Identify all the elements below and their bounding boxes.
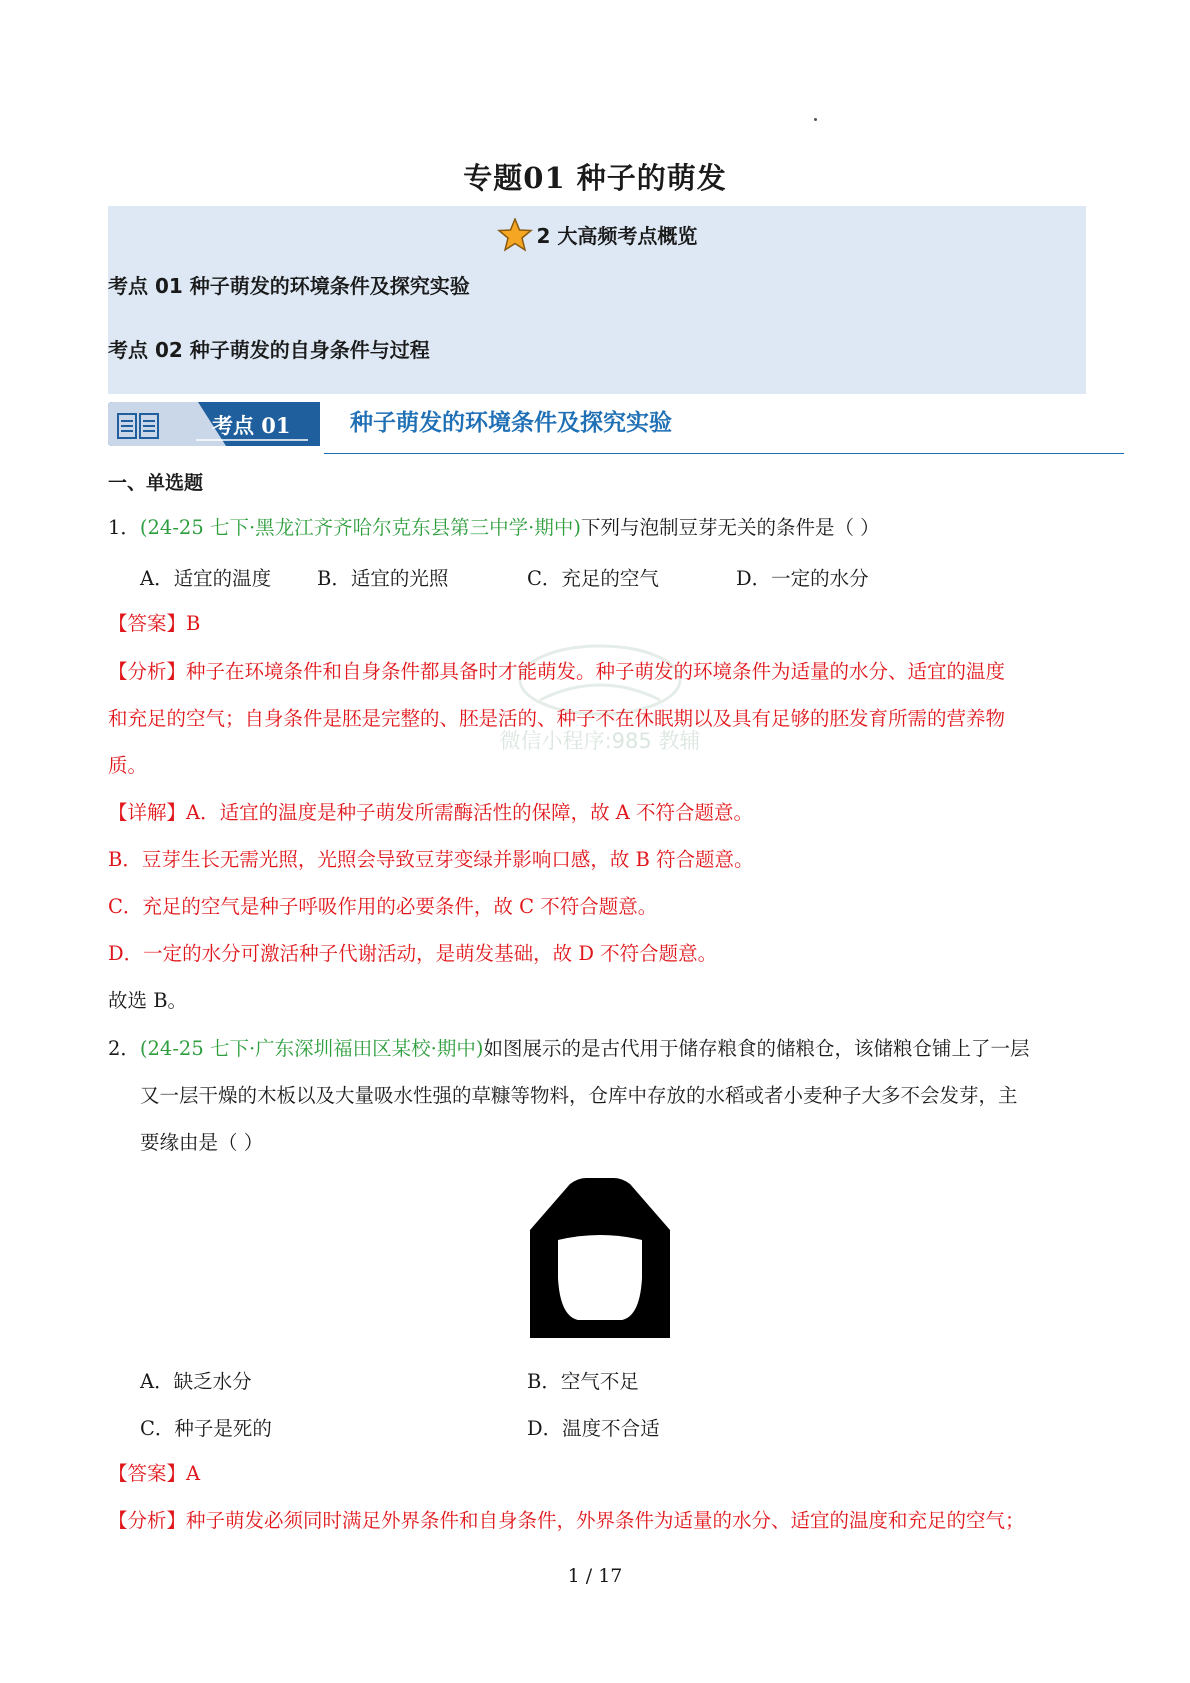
q2-option-b: B．空气不足 — [527, 1370, 639, 1393]
q1-option-d: D．一定的水分 — [736, 567, 869, 590]
watermark-text: 微信小程序:985 教辅 — [499, 729, 701, 753]
overview-item-1: 考点 01 种子萌发的环境条件及探究实验 — [108, 274, 470, 298]
question-1-source: (24-25 七下·黑龙江齐齐哈尔克东县第三中学·期中) — [139, 516, 581, 539]
q1-detail-line-3: C．充足的空气是种子呼吸作用的必要条件，故 C 不符合题意。 — [108, 895, 658, 918]
q1-answer: 【答案】B — [108, 612, 201, 635]
q1-option-c: C．充足的空气 — [527, 567, 659, 590]
q2-answer: 【答案】A — [108, 1462, 201, 1485]
q1-analysis-line-2: 和充足的空气；自身条件是胚是完整的、胚是活的、种子不在休眠期以及具有足够的胚发育所需的营养物 — [108, 707, 1006, 730]
banner-rule — [324, 453, 1124, 454]
q1-analysis-line-1: 【分析】种子在环境条件和自身条件都具备时才能萌发。种子萌发的环境条件为适量的水分、适宜的温度 — [108, 660, 1006, 683]
page-title: 专题01 种子的萌发 — [463, 161, 727, 195]
question-1-stem — [108, 514, 880, 542]
page-number: 1 / 17 — [567, 1565, 623, 1587]
overview-item-2: 考点 02 种子萌发的自身条件与过程 — [108, 338, 430, 362]
q2-analysis: 【分析】种子萌发必须同时满足外界条件和自身条件，外界条件为适量的水分、适宜的温度和充足的空气； — [108, 1509, 1025, 1532]
q2-option-a: A．缺乏水分 — [140, 1370, 252, 1393]
q1-option-a: A．适宜的温度 — [140, 567, 272, 590]
q2-option-d: D．温度不合适 — [527, 1417, 660, 1440]
granary-figure — [530, 1178, 670, 1338]
q1-detail-line-2: B．豆芽生长无需光照，光照会导致豆芽变绿并影响口感，故 B 符合题意。 — [108, 848, 754, 871]
q1-option-b: B．适宜的光照 — [317, 567, 449, 590]
question-2-stem-line-2: 又一层干燥的木板以及大量吸水性强的草糠等物料，仓库中存放的水稻或者小麦种子大多不会发芽，主 — [140, 1084, 1018, 1107]
star-icon — [497, 218, 533, 252]
q1-detail-line-4: D．一定的水分可激活种子代谢活动，是萌发基础，故 D 不符合题意。 — [108, 942, 718, 965]
question-2-stem-line-1 — [108, 1035, 1029, 1063]
question-1-text: 下列与泡制豆芽无关的条件是（ ） — [580, 516, 880, 539]
question-1-number: 1． — [108, 516, 140, 539]
banner-title: 种子萌发的环境条件及探究实验 — [350, 409, 672, 436]
overview-heading-text: 2 大高频考点概览 — [536, 224, 698, 248]
overview-heading — [108, 220, 1086, 255]
banner-tag: 考点 01 — [212, 413, 291, 438]
question-2-stem-line-3: 要缘由是（ ） — [140, 1131, 264, 1154]
decorative-dot — [814, 118, 817, 121]
question-2-number: 2． — [108, 1037, 140, 1060]
q1-analysis-line-3: 质。 — [108, 754, 148, 777]
q1-detail-line-1: 【详解】A．适宜的温度是种子萌发所需酶活性的保障，故 A 不符合题意。 — [108, 801, 754, 824]
section-heading: 一、单选题 — [108, 472, 204, 494]
overview-box — [108, 206, 1086, 394]
q1-conclusion: 故选 B。 — [108, 989, 188, 1012]
question-2-source: (24-25 七下·广东深圳福田区某校·期中) — [139, 1037, 484, 1060]
q2-option-c: C．种子是死的 — [140, 1417, 272, 1440]
question-2-text: 如图展示的是古代用于储存粮食的储粮仓，该储粮仓铺上了一层 — [483, 1037, 1030, 1060]
